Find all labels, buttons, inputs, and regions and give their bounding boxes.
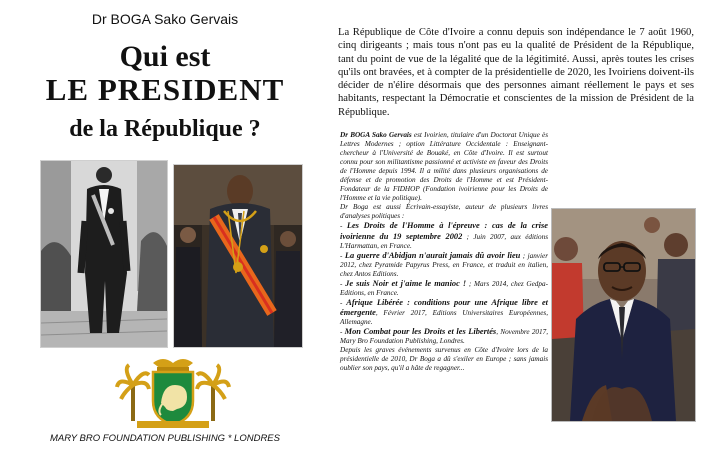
books-intro: Dr Boga est aussi Écrivain-essayiste, auteur de plusieurs livres d'analyses politiques : (340, 203, 548, 221)
book-title: Les Droits de l'Homme à l'épreuve : cas de la crise ivoirienne du 19 septembre 2002 (340, 221, 548, 241)
book-title: La guerre d'Abidjan n'aurait jamais dû avoir lieu (344, 250, 521, 260)
photo-first-president (40, 160, 168, 348)
book-details: , Novembre 2017, Mary Bro Foundation Publishing, Londres. (340, 327, 548, 346)
coat-of-arms-emblem (113, 355, 233, 429)
book-details: ; Mars 2014, chez Gedpa-Editions, en France. (340, 279, 548, 297)
front-cover (0, 0, 330, 460)
book-details: , Février 2017, Editions Universitaires Européennes, Allemagne. (340, 308, 548, 326)
book-title: Afrique Libérée : conditions pour une Afrique libre et émergente (340, 297, 548, 317)
book-title: Je suis Noir et j'aime le manioc ! (345, 278, 467, 288)
book-details: ; janvier 2012, chez Pyramide Papyrus Press, en France, et traduit en italien, chez Antos Editions. (340, 251, 548, 278)
book-item: - Je suis Noir et j'aime le manioc ! ; Mars 2014, chez Gedpa-Editions, en France. (340, 278, 548, 297)
author-biography (340, 131, 548, 373)
book-details: ; Juin 2007, aux éditions L'Harmattan, en France. (340, 232, 548, 250)
book-item: - Mon Combat pour les Droits et les Libertés, Novembre 2017, Mary Bro Foundation Publishing, Londres. (340, 326, 548, 346)
photo-president-with-sash (173, 164, 303, 348)
front-author-name: Dr BOGA Sako Gervais (91, 11, 239, 27)
publisher-line: MARY BRO FOUNDATION PUBLISHING * LONDRES (50, 433, 280, 444)
book-title: Mon Combat pour les Droits et les Libertés (344, 326, 497, 336)
book-item: - Afrique Libérée : conditions pour une Afrique libre et émergente, Février 2017, Editions Universitaires Européennes, Allemagne. (340, 297, 548, 326)
book-item: - La guerre d'Abidjan n'aurait jamais dû avoir lieu ; janvier 2012, chez Pyramide Papyrus Press, en France, et traduit en italien, chez Antos Editions. (340, 250, 548, 278)
author-photo (551, 208, 696, 422)
bio-paragraph (340, 131, 548, 203)
title-line-3: de la République ? (69, 116, 261, 142)
title-line-1: Qui est (119, 40, 211, 73)
bio-closing: Depuis les graves événements survenus en Côte d'Ivoire lors de la présidentielle de 2010, Dr Boga a dû s'exiler en Europe ; sans jamais oublier son pays, qu'il a hâte de regagner... (340, 346, 548, 373)
book-item: - Les Droits de l'Homme à l'épreuve : cas de la crise ivoirienne du 19 septembre 2002 ; Juin 2007, aux éditions L'Harmattan, en France. (340, 221, 548, 250)
back-cover-summary: La République de Côte d'Ivoire a connu depuis son indépendance le 7 août 1960, cinq dirigeants ; mais tous n'ont pas eu la qualité de Président de la République, tant du point de vue de la légalité que de la légitimité. Aussi, après toutes les crises qu'ils ont bravées, et à compter de la présidentielle de 2020, les Ivoiriens doivent-ils décider de n'élire désormais que des personnes aimant réellement le pays et ses habitants, respectant la Démocratie et conscientes de la mission de Président de la République. (338, 27, 694, 118)
title-line-2: LE PRESIDENT (45, 72, 285, 107)
bio-text: est Ivoirien, titulaire d'un Doctorat Unique ès Lettres Modernes ; option Littérature Occidentale : Enseignant-chercheur à l'Université de Bouaké, en Côte d'Ivoire. Il est surtout connu pour son militantisme passionné et activiste en faveur des Droits de l'Homme depuis 1994. Il a milité dans plusieurs organisations de défense et de promotion des Droits de l'Homme et est Président-Fondateur de la FIDHOP (Fondation ivoirienne pour les Droits de l'Homme et la vie politique). (340, 131, 548, 203)
bio-author-name: Dr BOGA Sako Gervais (340, 131, 412, 139)
